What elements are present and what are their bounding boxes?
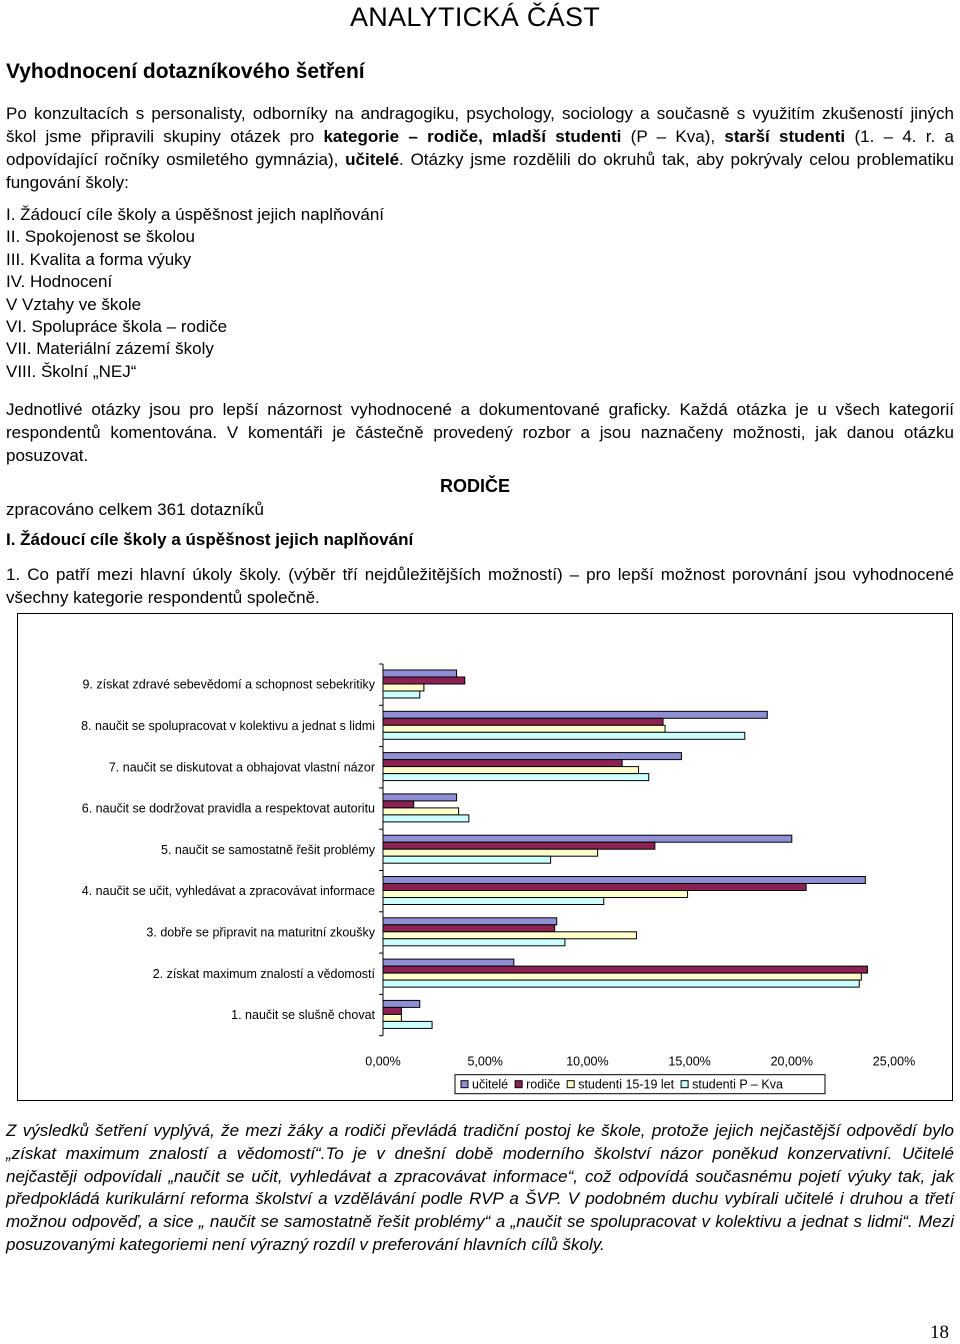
bar-3 xyxy=(383,891,688,898)
bar-4 xyxy=(383,691,420,698)
topic-list xyxy=(6,204,384,383)
legend-swatch xyxy=(461,1081,468,1088)
bar-1 xyxy=(383,918,557,925)
topic-item: VIII. Školní „NEJ“ xyxy=(6,361,137,381)
bar-1 xyxy=(383,670,457,677)
legend-swatch xyxy=(515,1081,522,1088)
category-label: 2. získat maximum znalostí a vědomostí xyxy=(152,966,375,981)
category-label: 8. naučit se spolupracovat v kolektivu a jednat s lidmi xyxy=(81,718,375,733)
note-paragraph: Jednotlivé otázky jsou pro lepší názornost vyhodnocené a dokumentované graficky. Každá otázka je u všech kategorií respondentů komentována. V komentáři je částečně provedený rozbor a jsou naznačeny možnosti, jak danou otázku posuzovat. xyxy=(6,400,954,465)
topic-item: II. Spokojenost se školou xyxy=(6,227,196,247)
section-title: Vyhodnocení dotazníkového šetření xyxy=(6,60,365,83)
bar-3 xyxy=(383,1014,401,1021)
bar-3 xyxy=(383,849,598,856)
category-label: 4. naučit se učit, vyhledávat a zpracovávat informace xyxy=(81,884,375,899)
category-label: 9. získat zdravé sebevědomí a schopnost sebekritiky xyxy=(82,677,375,692)
bar-3 xyxy=(383,725,665,732)
category-label: 1. naučit se slušně chovat xyxy=(231,1008,375,1023)
bar-2 xyxy=(383,760,622,767)
bar-3 xyxy=(383,684,424,691)
topic-item: III. Kvalita a forma výuky xyxy=(6,249,192,269)
bar-chart xyxy=(18,614,952,1100)
bar-1 xyxy=(383,753,681,760)
topic-item: VII. Materiální zázemí školy xyxy=(6,339,214,359)
question-1: 1. Co patří mezi hlavní úkoly školy. (výběr tří nejdůležitějších možností) – pro lepší možnost porovnání jsou vyhodnocené všechny kategorie respondentů společně. xyxy=(6,565,954,607)
bar-4 xyxy=(383,815,469,822)
bar-4 xyxy=(383,1021,432,1028)
bar-2 xyxy=(383,677,465,684)
bar-2 xyxy=(383,966,867,973)
bar-3 xyxy=(383,808,459,815)
x-tick-label: 0,00% xyxy=(365,1054,401,1069)
bar-1 xyxy=(383,877,865,884)
bar-4 xyxy=(383,732,745,739)
bar-3 xyxy=(383,767,639,774)
bar-2 xyxy=(383,801,414,808)
conclusion-paragraph: Z výsledků šetření vyplývá, že mezi žáky a rodiči převládá tradiční postoj ke škole, protože jejich nejčastější odpovědí bylo „získat maximum znalostí a vědomostí“.To je v dnešní době moderního školství názor poněkud konzervativní. Učitelé nejčastěji odpovídali „naučit se učit, vyhledávat a zpracovávat informace“, což odpovídá současnému pojetí výuky tak, jak předpokládá kurikulární reforma školství a vzdělávání podle RVP a ŠVP. V podobném duchu vybírali učitelé i druhou a třetí možnou odpověď, a sice „ naučit se samostatně řešit problémy“ a „naučit se spolupracovat v kolektivu a jednat s lidmi“. Mezi posuzovanými kategoriemi není výrazný rozdíl v preferování hlavních cílů školy. xyxy=(6,1121,954,1254)
category-label: 7. naučit se diskutovat a obhajovat vlastní názor xyxy=(108,760,375,775)
category-label: 6. naučit se dodržovat pravidla a respektovat autoritu xyxy=(81,801,375,816)
topic-item: V Vztahy ve škole xyxy=(6,294,142,314)
x-tick-label: 5,00% xyxy=(467,1054,503,1069)
bar-2 xyxy=(383,718,663,725)
x-tick-label: 20,00% xyxy=(770,1054,814,1069)
page-number: 18 xyxy=(930,1322,949,1343)
chart-frame xyxy=(17,613,953,1101)
topic-item: VI. Spolupráce škola – rodiče xyxy=(6,317,228,337)
topic-item: I. Žádoucí cíle školy a úspěšnost jejich naplňování xyxy=(6,205,384,224)
legend-label: rodiče xyxy=(526,1077,561,1092)
bar-3 xyxy=(383,973,861,980)
topic-item: IV. Hodnocení xyxy=(6,272,113,292)
x-tick-label: 10,00% xyxy=(566,1054,609,1069)
bar-4 xyxy=(383,980,859,987)
x-tick-label: 25,00% xyxy=(872,1054,916,1069)
legend-label: studenti P – Kva xyxy=(692,1077,783,1092)
bar-1 xyxy=(383,1000,420,1007)
bar-2 xyxy=(383,925,555,932)
x-tick-label: 15,00% xyxy=(668,1054,711,1069)
questionnaire-count: zpracováno celkem 361 dotazníků xyxy=(6,500,264,519)
legend-swatch xyxy=(567,1081,574,1088)
category-label: 5. naučit se samostatně řešit problémy xyxy=(161,842,375,857)
bar-4 xyxy=(383,939,565,946)
intro-paragraph: Po konzultacích s personalisty, odborníky na andragogiku, psychology, sociology a současně s využitím zkušeností jiných škol jsme připravili skupiny otázek pro kategorie – rodiče, mladší studenti (P – Kva), starší studenti (1. – 4. r. a odpovídající ročníky osmiletého gymnázia), učitelé. Otázky jsme rozdělili do okruhů tak, aby pokrývaly celou problematiku fungování školy: xyxy=(6,104,954,192)
bar-1 xyxy=(383,711,767,718)
legend-label: studenti 15-19 let xyxy=(578,1077,675,1092)
bar-3 xyxy=(383,932,636,939)
rodice-heading: RODIČE xyxy=(440,476,511,496)
bar-1 xyxy=(383,835,792,842)
legend-label: učitelé xyxy=(472,1077,509,1092)
legend-swatch xyxy=(681,1081,688,1088)
section-I-heading: I. Žádoucí cíle školy a úspěšnost jejich naplňování xyxy=(6,530,414,549)
bar-4 xyxy=(383,774,649,781)
bar-1 xyxy=(383,959,514,966)
bar-1 xyxy=(383,794,457,801)
bar-2 xyxy=(383,842,655,849)
category-label: 3. dobře se připravit na maturitní zkoušky xyxy=(146,925,375,940)
bar-4 xyxy=(383,856,551,863)
bar-2 xyxy=(383,1007,401,1014)
page-header: ANALYTICKÁ ČÁST xyxy=(350,2,601,32)
bar-4 xyxy=(383,898,604,905)
bar-2 xyxy=(383,884,806,891)
